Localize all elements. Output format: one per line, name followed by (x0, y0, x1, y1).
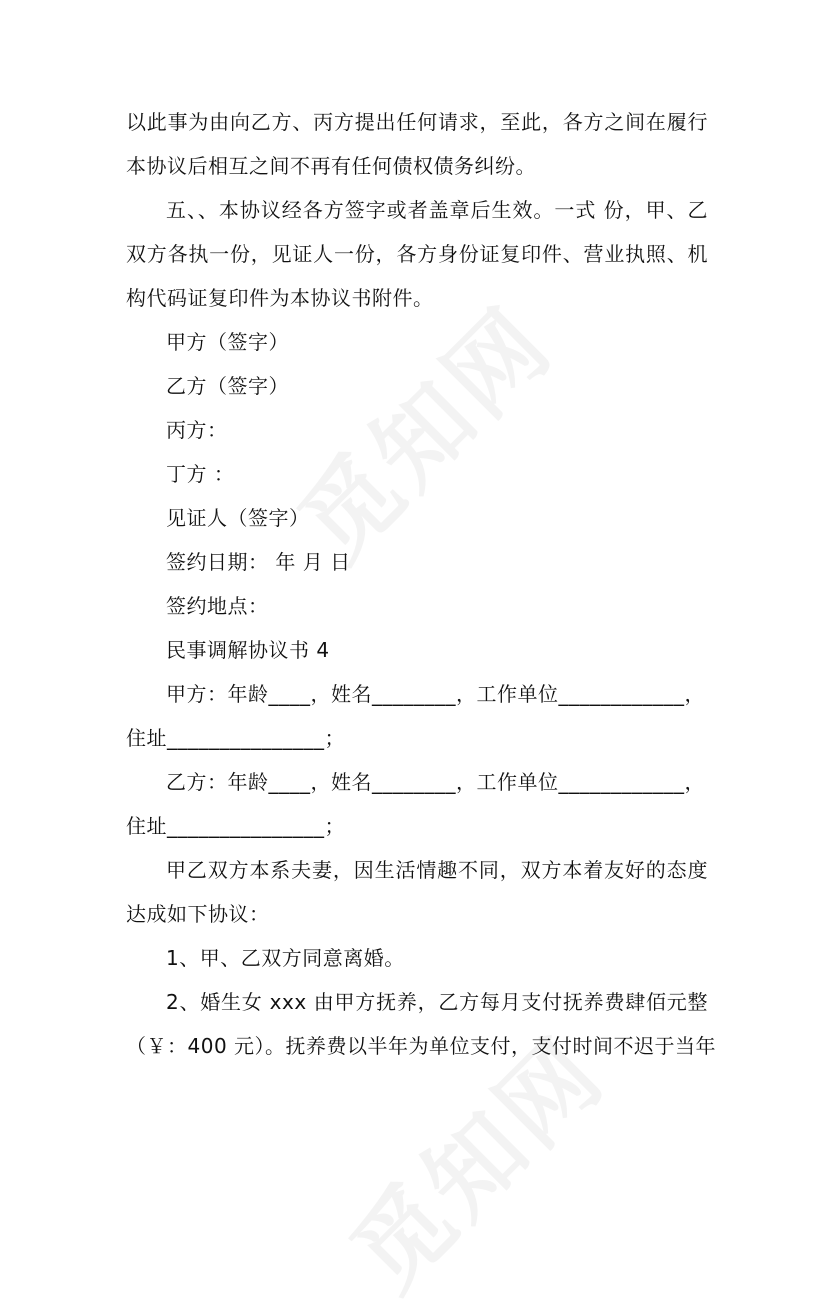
party-a-address: 住址_______________； (126, 726, 345, 750)
signature-line-witness: 见证人（签字） (166, 506, 310, 530)
party-b-address: 住址_______________； (126, 814, 345, 838)
signature-line-party-b: 乙方（签字） (166, 374, 289, 398)
party-b-info: 乙方：年龄____，姓名________，工作单位____________， (166, 770, 705, 794)
paragraph-line: 双方各执一份，见证人一份，各方身份证复印件、营业执照、机 (126, 242, 708, 266)
paragraph-line: 甲乙双方本系夫妻，因生活情趣不同，双方本着友好的态度 (166, 858, 708, 882)
paragraph-line: 本协议后相互之间不再有任何债权债务纠纷。 (126, 154, 536, 178)
agreement-item: 2、婚生女 xxx 由甲方抚养，乙方每月支付抚养费肆佰元整 (166, 990, 708, 1014)
party-a-info: 甲方：年龄____，姓名________，工作单位____________， (166, 682, 705, 706)
signature-line-party-c: 丙方： (166, 418, 228, 442)
signing-date: 签约日期： 年 月 日 (166, 550, 351, 574)
agreement-item: 1、甲、乙双方同意离婚。 (166, 946, 405, 970)
section-title: 民事调解协议书 4 (166, 638, 330, 662)
signature-line-party-d: 丁方 ： (166, 462, 235, 486)
paragraph-line: 以此事为由向乙方、丙方提出任何请求，至此，各方之间在履行 (126, 110, 708, 134)
paragraph-line: （￥：400 元）。抚养费以半年为单位支付，支付时间不迟于当年 (126, 1034, 717, 1058)
paragraph-line: 构代码证复印件为本协议书附件。 (126, 286, 434, 310)
paragraph-line: 五、、本协议经各方签字或者盖章后生效。一式 份，甲、乙 (166, 198, 708, 222)
document-body (126, 100, 717, 1068)
signing-place: 签约地点： (166, 594, 269, 618)
signature-line-party-a: 甲方（签字） (166, 330, 289, 354)
paragraph-line: 达成如下协议： (126, 902, 270, 926)
